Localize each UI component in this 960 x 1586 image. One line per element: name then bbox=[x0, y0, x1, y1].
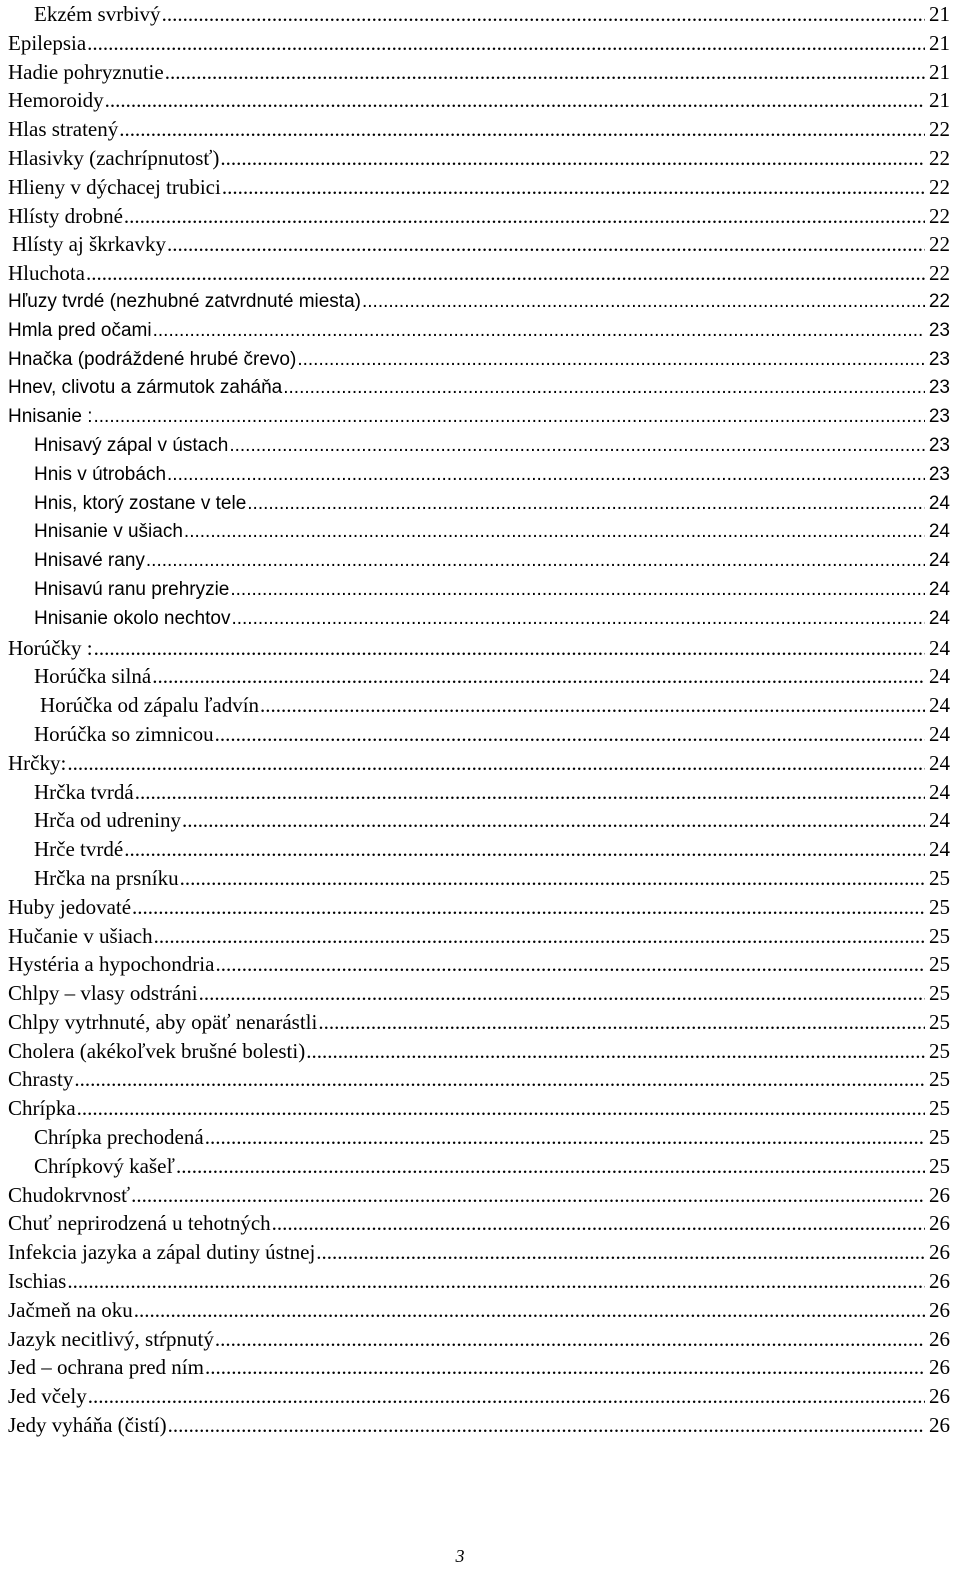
toc-entry-label: Jazyk necitlivý, stŕpnutý bbox=[8, 1325, 214, 1354]
toc-entry bbox=[8, 950, 950, 979]
toc-entry-page: 23 bbox=[928, 434, 950, 456]
toc-entry bbox=[8, 1123, 950, 1152]
toc-entry-label: Ischias bbox=[8, 1267, 66, 1296]
toc-entry-page: 24 bbox=[929, 693, 950, 718]
dot-leader bbox=[205, 1123, 925, 1152]
toc-entry-page: 25 bbox=[929, 923, 950, 948]
dot-leader bbox=[182, 806, 925, 835]
toc-entry-label: Ekzém svrbivý bbox=[34, 0, 161, 29]
toc-entry bbox=[8, 806, 950, 835]
dot-leader bbox=[199, 979, 925, 1008]
toc-entry-label: Chrípkový kašeľ bbox=[34, 1152, 175, 1181]
dot-leader bbox=[124, 202, 925, 231]
toc-entry-label: Hystéria a hypochondria bbox=[8, 950, 214, 979]
toc-entry-page: 26 bbox=[929, 1269, 950, 1294]
toc-entry bbox=[8, 1382, 950, 1411]
dot-leader bbox=[153, 317, 925, 346]
toc-entry-label: Hnis, ktorý zostane v tele bbox=[34, 490, 246, 519]
dot-leader bbox=[154, 922, 925, 951]
toc-entry-label: Hluchota bbox=[8, 259, 85, 288]
toc-entry-label: Hnisanie : bbox=[8, 403, 93, 432]
toc-entry-page: 21 bbox=[929, 30, 950, 55]
toc-entry-label: Hrče tvrdé bbox=[34, 835, 123, 864]
toc-entry bbox=[8, 979, 950, 1008]
dot-leader bbox=[260, 691, 925, 720]
dot-leader bbox=[180, 864, 925, 893]
toc-entry bbox=[8, 1065, 950, 1094]
toc-entry bbox=[8, 1181, 950, 1210]
toc-entry-page: 25 bbox=[929, 1009, 950, 1034]
toc-entry bbox=[8, 317, 950, 346]
toc-entry bbox=[8, 1353, 950, 1382]
toc-entry-label: Hučanie v ušiach bbox=[8, 922, 153, 951]
toc-entry-label: Hrča od udreniny bbox=[34, 806, 181, 835]
toc-entry-page: 25 bbox=[929, 1125, 950, 1150]
toc-entry bbox=[8, 1238, 950, 1267]
toc-entry bbox=[8, 144, 950, 173]
toc-entry bbox=[8, 490, 950, 519]
toc-entry-label: Chrípka bbox=[8, 1094, 76, 1123]
toc-entry-page: 25 bbox=[929, 1038, 950, 1063]
dot-leader bbox=[231, 605, 925, 634]
toc-entry bbox=[8, 0, 950, 29]
toc-entry-label: Hmla pred očami bbox=[8, 317, 152, 346]
dot-leader bbox=[316, 1238, 925, 1267]
toc-entry-label: Chuť neprirodzená u tehotných bbox=[8, 1209, 271, 1238]
toc-entry-label: Chrípka prechodená bbox=[34, 1123, 204, 1152]
toc-entry-page: 25 bbox=[929, 865, 950, 890]
dot-leader bbox=[168, 1411, 925, 1440]
toc-entry-page: 24 bbox=[928, 578, 950, 600]
toc-entry-label: Hnis v útrobách bbox=[34, 461, 166, 490]
dot-leader bbox=[306, 1037, 925, 1066]
toc-entry-label: Chrasty bbox=[8, 1065, 73, 1094]
toc-entry-page: 22 bbox=[929, 261, 950, 286]
dot-leader bbox=[222, 173, 925, 202]
toc-entry-page: 24 bbox=[928, 521, 950, 543]
toc-entry-label: Hrčky: bbox=[8, 749, 66, 778]
toc-entry-label: Hnačka (podráždené hrubé črevo) bbox=[8, 346, 296, 375]
toc-entry-page: 24 bbox=[928, 607, 950, 629]
toc-entry-label: Hľuzy tvrdé (nezhubné zatvrdnuté miesta) bbox=[8, 288, 361, 317]
toc-entry bbox=[8, 518, 950, 547]
toc-entry bbox=[8, 835, 950, 864]
dot-leader bbox=[220, 144, 925, 173]
toc-entry-label: Hrčka na prsníku bbox=[34, 864, 179, 893]
toc-entry-label: Jed včely bbox=[8, 1382, 87, 1411]
dot-leader bbox=[134, 1296, 925, 1325]
toc-entry bbox=[8, 230, 950, 259]
dot-leader bbox=[94, 634, 925, 663]
dot-leader bbox=[146, 547, 925, 576]
toc-entry-label: Hnisavú ranu prehryzie bbox=[34, 576, 229, 605]
table-of-contents bbox=[8, 0, 950, 1440]
toc-entry bbox=[8, 202, 950, 231]
toc-entry-page: 24 bbox=[929, 664, 950, 689]
toc-entry bbox=[8, 1296, 950, 1325]
dot-leader bbox=[215, 720, 925, 749]
toc-entry bbox=[8, 461, 950, 490]
dot-leader bbox=[318, 1008, 925, 1037]
toc-entry-label: Hlas stratený bbox=[8, 115, 118, 144]
toc-entry bbox=[8, 1008, 950, 1037]
toc-entry-label: Jačmeň na oku bbox=[8, 1296, 133, 1325]
dot-leader bbox=[297, 346, 925, 375]
dot-leader bbox=[152, 662, 925, 691]
toc-entry bbox=[8, 1325, 950, 1354]
toc-entry bbox=[8, 346, 950, 375]
dot-leader bbox=[86, 259, 925, 288]
dot-leader bbox=[362, 288, 925, 317]
dot-leader bbox=[283, 374, 925, 403]
toc-entry-page: 24 bbox=[929, 750, 950, 775]
toc-entry-page: 24 bbox=[928, 550, 950, 572]
toc-entry-label: Jedy vyháňa (čistí) bbox=[8, 1411, 167, 1440]
toc-entry bbox=[8, 1209, 950, 1238]
toc-entry-label: Hlísty drobné bbox=[8, 202, 123, 231]
toc-entry bbox=[8, 634, 950, 663]
toc-entry-label: Hnisavé rany bbox=[34, 547, 145, 576]
dot-leader bbox=[167, 461, 925, 490]
dot-leader bbox=[229, 432, 925, 461]
dot-leader bbox=[167, 230, 925, 259]
toc-entry bbox=[8, 922, 950, 951]
dot-leader bbox=[77, 1094, 925, 1123]
toc-entry-page: 24 bbox=[929, 721, 950, 746]
toc-entry-label: Chlpy vytrhnuté, aby opäť nenarástli bbox=[8, 1008, 317, 1037]
toc-entry-label: Hnisanie v ušiach bbox=[34, 518, 183, 547]
dot-leader bbox=[184, 518, 925, 547]
toc-entry bbox=[8, 691, 950, 720]
toc-entry-page: 23 bbox=[928, 406, 950, 428]
dot-leader bbox=[162, 0, 925, 29]
toc-entry bbox=[8, 864, 950, 893]
toc-entry bbox=[8, 1152, 950, 1181]
toc-entry bbox=[8, 720, 950, 749]
toc-entry bbox=[8, 29, 950, 58]
toc-entry-page: 24 bbox=[928, 492, 950, 514]
toc-entry-label: Horúčka od zápalu ľadvín bbox=[40, 691, 259, 720]
toc-entry bbox=[8, 893, 950, 922]
toc-entry-label: Chudokrvnosť bbox=[8, 1181, 130, 1210]
dot-leader bbox=[94, 403, 926, 432]
dot-leader bbox=[87, 29, 925, 58]
dot-leader bbox=[67, 1267, 925, 1296]
toc-entry-page: 25 bbox=[929, 952, 950, 977]
toc-entry bbox=[8, 605, 950, 634]
toc-entry bbox=[8, 1411, 950, 1440]
toc-entry bbox=[8, 778, 950, 807]
dot-leader bbox=[272, 1209, 925, 1238]
dot-leader bbox=[215, 950, 925, 979]
toc-entry-page: 23 bbox=[928, 348, 950, 370]
toc-entry-label: Hlieny v dýchacej trubici bbox=[8, 173, 221, 202]
toc-entry-page: 26 bbox=[929, 1240, 950, 1265]
toc-entry-page: 26 bbox=[929, 1297, 950, 1322]
toc-entry-page: 26 bbox=[929, 1211, 950, 1236]
toc-entry-label: Hemoroidy bbox=[8, 86, 104, 115]
toc-entry bbox=[8, 374, 950, 403]
toc-entry-page: 22 bbox=[929, 232, 950, 257]
toc-entry-label: Jed – ochrana pred ním bbox=[8, 1353, 204, 1382]
toc-entry-label: Hadie pohryznutie bbox=[8, 58, 164, 87]
dot-leader bbox=[135, 778, 925, 807]
toc-entry-page: 21 bbox=[929, 88, 950, 113]
toc-entry bbox=[8, 403, 950, 432]
toc-entry-page: 23 bbox=[928, 377, 950, 399]
dot-leader bbox=[132, 893, 925, 922]
dot-leader bbox=[131, 1181, 925, 1210]
toc-entry-page: 23 bbox=[928, 463, 950, 485]
toc-entry-label: Cholera (akékoľvek brušné bolesti) bbox=[8, 1037, 305, 1066]
toc-entry-page: 22 bbox=[929, 117, 950, 142]
dot-leader bbox=[88, 1382, 925, 1411]
page-number: 3 bbox=[455, 1546, 465, 1566]
toc-entry bbox=[8, 58, 950, 87]
toc-entry-page: 26 bbox=[929, 1413, 950, 1438]
dot-leader bbox=[74, 1065, 925, 1094]
toc-entry-page: 25 bbox=[929, 1153, 950, 1178]
toc-entry-label: Horúčka silná bbox=[34, 662, 151, 691]
toc-entry bbox=[8, 547, 950, 576]
toc-entry-label: Hlísty aj škrkavky bbox=[12, 230, 166, 259]
toc-entry-page: 25 bbox=[929, 981, 950, 1006]
dot-leader bbox=[119, 115, 925, 144]
toc-entry-page: 24 bbox=[929, 635, 950, 660]
toc-entry-page: 24 bbox=[929, 808, 950, 833]
toc-entry-label: Infekcia jazyka a zápal dutiny ústnej bbox=[8, 1238, 315, 1267]
toc-entry bbox=[8, 115, 950, 144]
toc-entry bbox=[8, 288, 950, 317]
toc-entry-label: Huby jedovaté bbox=[8, 893, 131, 922]
toc-entry-label: Horúčka so zimnicou bbox=[34, 720, 214, 749]
toc-entry-page: 25 bbox=[929, 894, 950, 919]
toc-entry-page: 21 bbox=[929, 2, 950, 26]
toc-entry bbox=[8, 173, 950, 202]
toc-entry-page: 24 bbox=[929, 837, 950, 862]
toc-entry-label: Epilepsia bbox=[8, 29, 86, 58]
toc-entry-label: Chlpy – vlasy odstráni bbox=[8, 979, 198, 1008]
toc-entry-label: Hnisavý zápal v ústach bbox=[34, 432, 228, 461]
toc-entry bbox=[8, 432, 950, 461]
dot-leader bbox=[124, 835, 925, 864]
dot-leader bbox=[67, 749, 925, 778]
toc-entry bbox=[8, 1267, 950, 1296]
toc-entry-label: Hlasivky (zachrípnutosť) bbox=[8, 144, 219, 173]
toc-entry bbox=[8, 86, 950, 115]
toc-entry-page: 23 bbox=[928, 319, 950, 341]
toc-entry bbox=[8, 662, 950, 691]
toc-entry-page: 25 bbox=[929, 1067, 950, 1092]
dot-leader bbox=[230, 576, 925, 605]
toc-entry-page: 21 bbox=[929, 59, 950, 84]
toc-entry-page: 22 bbox=[928, 290, 950, 312]
toc-entry-label: Hnisanie okolo nechtov bbox=[34, 605, 230, 634]
toc-entry-page: 25 bbox=[929, 1096, 950, 1121]
toc-entry-page: 26 bbox=[929, 1326, 950, 1351]
toc-entry-page: 22 bbox=[929, 203, 950, 228]
toc-entry-page: 22 bbox=[929, 174, 950, 199]
dot-leader bbox=[176, 1152, 925, 1181]
dot-leader bbox=[247, 490, 925, 519]
toc-entry-label: Horúčky : bbox=[8, 634, 93, 663]
dot-leader bbox=[165, 58, 925, 87]
dot-leader bbox=[205, 1353, 925, 1382]
toc-entry-page: 24 bbox=[929, 779, 950, 804]
toc-entry-label: Hrčka tvrdá bbox=[34, 778, 134, 807]
toc-entry-page: 26 bbox=[929, 1355, 950, 1380]
toc-entry bbox=[8, 259, 950, 288]
toc-entry bbox=[8, 1094, 950, 1123]
toc-entry bbox=[8, 749, 950, 778]
dot-leader bbox=[105, 86, 925, 115]
toc-entry bbox=[8, 1037, 950, 1066]
toc-entry-label: Hnev, clivotu a zármutok zaháňa bbox=[8, 374, 282, 403]
dot-leader bbox=[215, 1325, 925, 1354]
toc-entry-page: 22 bbox=[929, 145, 950, 170]
toc-entry-page: 26 bbox=[929, 1384, 950, 1409]
toc-entry-page: 26 bbox=[929, 1182, 950, 1207]
toc-entry bbox=[8, 576, 950, 605]
